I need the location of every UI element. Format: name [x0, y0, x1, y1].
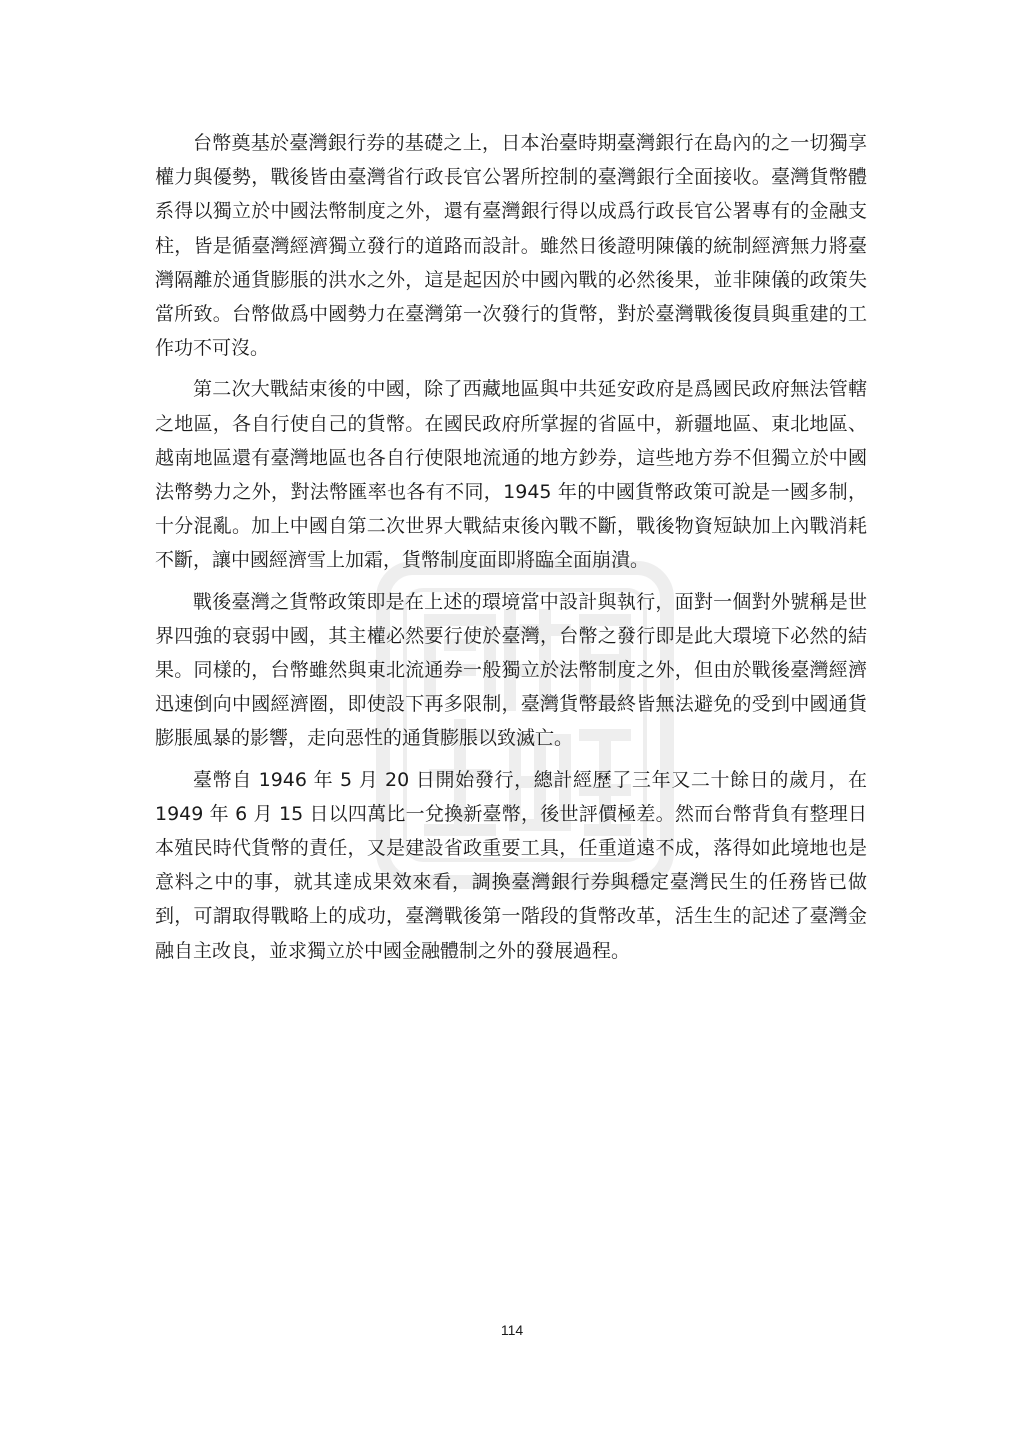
body-text	[155, 126, 867, 975]
page-number: 114	[500, 1322, 524, 1338]
paragraph: 臺幣自 1946 年 5 月 20 日開始發行，總計經歷了三年又二十餘日的歲月，在 1949 年 6 月 15 日以四萬比一兌換新臺幣，後世評價極差。然而台幣背負有整理日本殖民時代貨幣的責任，又是建設省政重要工具，任重道遠不成，落得如此境地也是意料之中的事，就其達成果效來看，調換臺灣銀行券與穩定臺灣民生的任務皆已做到，可謂取得戰略上的成功，臺灣戰後第一階段的貨幣改革，活生生的記述了臺灣金融自主改良，並求獨立於中國金融體制之外的發展過程。	[155, 768, 867, 962]
paragraph: 戰後臺灣之貨幣政策即是在上述的環境當中設計與執行，面對一個對外號稱是世界四強的衰弱中國，其主權必然要行使於臺灣，台幣之發行即是此大環境下必然的結果。同樣的，台幣雖然與東北流通券一般獨立於法幣制度之外，但由於戰後臺灣經濟迅速倒向中國經濟圈，即使設下再多限制，臺灣貨幣最終皆無法避免的受到中國通貨膨脹風暴的影響，走向惡性的通貨膨脹以致滅亡。	[155, 590, 867, 750]
paragraph: 台幣奠基於臺灣銀行券的基礎之上，日本治臺時期臺灣銀行在島內的之一切獨享權力與優勢，戰後皆由臺灣省行政長官公署所控制的臺灣銀行全面接收。臺灣貨幣體系得以獨立於中國法幣制度之外，還有臺灣銀行得以成爲行政長官公署專有的金融支柱，皆是循臺灣經濟獨立發行的道路而設計。雖然日後證明陳儀的統制經濟無力將臺灣隔離於通貨膨脹的洪水之外，這是起因於中國內戰的必然後果，並非陳儀的政策失當所致。台幣做爲中國勢力在臺灣第一次發行的貨幣，對於臺灣戰後復員與重建的工作功不可沒。	[155, 132, 867, 360]
paragraph: 第二次大戰結束後的中國，除了西藏地區與中共延安政府是爲國民政府無法管轄之地區，各自行使自己的貨幣。在國民政府所掌握的省區中，新疆地區、東北地區、越南地區還有臺灣地區也各自行使限地流通的地方鈔券，這些地方券不但獨立於中國法幣勢力之外，對法幣匯率也各有不同，1945 年的中國貨幣政策可說是一國多制，十分混亂。加上中國自第二次世界大戰結束後內戰不斷，戰後物資短缺加上內戰消耗不斷，讓中國經濟雪上加霜，貨幣制度面即將臨全面崩潰。	[155, 378, 867, 572]
